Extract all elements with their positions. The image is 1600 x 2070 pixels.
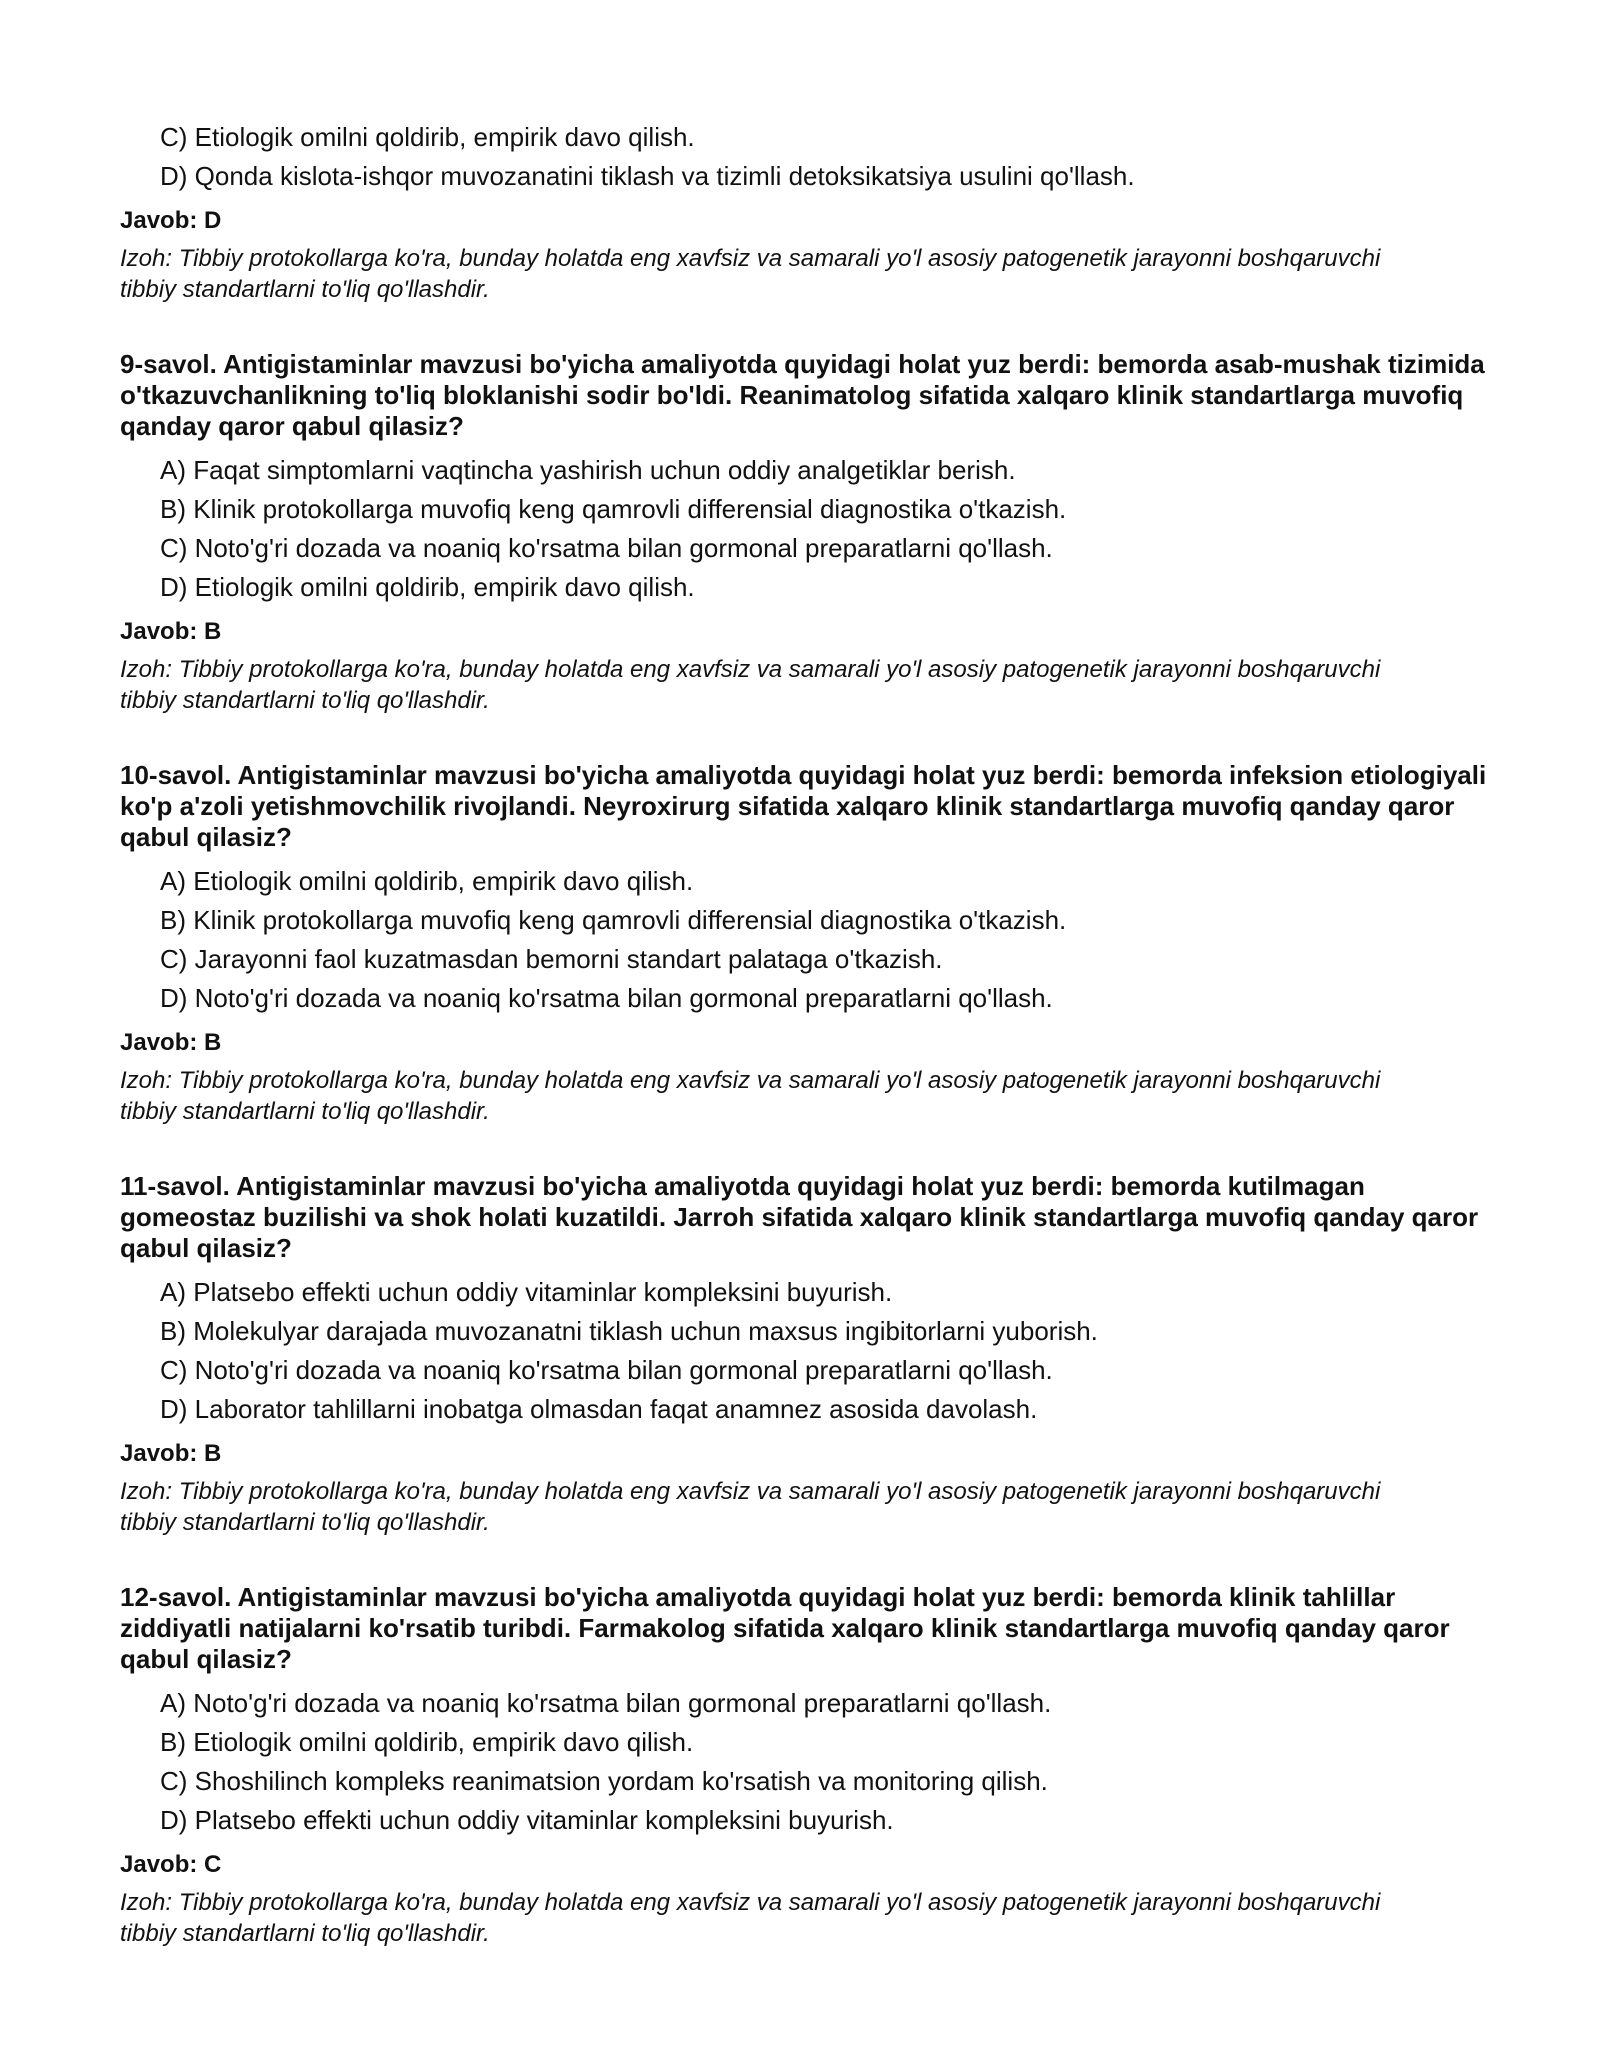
explanation-note: Izoh: Tibbiy protokollarga ko'ra, bunday holatda eng xavfsiz va samarali yo'l asosiy patogenetik jarayonni boshqaruvchi tibbiy standartlarni to'liq qo'llashdir. [120, 1067, 1381, 1125]
question-12 [120, 1582, 1490, 1949]
question-9 [120, 349, 1490, 716]
document-page [120, 118, 1490, 1949]
correct-answer: Javob: C [120, 1851, 222, 1878]
answer-option-b: B) Klinik protokollarga muvofiq keng qamrovli differensial diagnostika o'tkazish. [160, 905, 1067, 935]
explanation-note: Izoh: Tibbiy protokollarga ko'ra, bunday holatda eng xavfsiz va samarali yo'l asosiy patogenetik jarayonni boshqaruvchi tibbiy standartlarni to'liq qo'llashdir. [120, 1889, 1381, 1947]
answer-option-a: A) Noto'g'ri dozada va noaniq ko'rsatma bilan gormonal preparatlarni qo'llash. [160, 1688, 1052, 1718]
question-11 [120, 1171, 1490, 1538]
answer-option-b: B) Etiologik omilni qoldirib, empirik davo qilish. [160, 1727, 694, 1757]
answer-option-d: D) Laborator tahlillarni inobatga olmasdan faqat anamnez asosida davolash. [160, 1394, 1038, 1424]
answer-option-d: D) Noto'g'ri dozada va noaniq ko'rsatma bilan gormonal preparatlarni qo'llash. [160, 983, 1053, 1013]
answer-option-d: D) Etiologik omilni qoldirib, empirik davo qilish. [160, 572, 695, 602]
answer-option-a: A) Faqat simptomlarni vaqtincha yashirish uchun oddiy analgetiklar berish. [160, 455, 1016, 485]
question-text: 12-savol. Antigistaminlar mavzusi bo'yicha amaliyotda quyidagi holat yuz berdi: bemorda klinik tahlillar ziddiyatli natijalarni ko'rsatib turibdi. Farmakolog sifatida xalqaro klinik standartlarga muvofiq qanday qaror qabul qilasiz? [120, 1582, 1450, 1674]
answer-option-c: C) Shoshilinch kompleks reanimatsion yordam ko'rsatish va monitoring qilish. [160, 1766, 1048, 1796]
question-10 [120, 760, 1490, 1127]
answer-option-a: A) Etiologik omilni qoldirib, empirik davo qilish. [160, 866, 694, 896]
answer-option: C) Etiologik omilni qoldirib, empirik davo qilish. [160, 122, 695, 152]
answer-option: D) Qonda kislota-ishqor muvozanatini tiklash va tizimli detoksikatsiya usulini qo'llash. [160, 161, 1135, 191]
answer-option-a: A) Platsebo effekti uchun oddiy vitaminlar kompleksini buyurish. [160, 1277, 893, 1307]
correct-answer: Javob: D [120, 207, 222, 234]
answer-option-c: C) Jarayonni faol kuzatmasdan bemorni standart palataga o'tkazish. [160, 944, 943, 974]
explanation-note: Izoh: Tibbiy protokollarga ko'ra, bunday holatda eng xavfsiz va samarali yo'l asosiy patogenetik jarayonni boshqaruvchi tibbiy standartlarni to'liq qo'llashdir. [120, 1478, 1381, 1536]
explanation-note: Izoh: Tibbiy protokollarga ko'ra, bunday holatda eng xavfsiz va samarali yo'l asosiy patogenetik jarayonni boshqaruvchi tibbiy standartlarni to'liq qo'llashdir. [120, 245, 1381, 303]
answer-option-c: C) Noto'g'ri dozada va noaniq ko'rsatma bilan gormonal preparatlarni qo'llash. [160, 533, 1053, 563]
question-text: 11-savol. Antigistaminlar mavzusi bo'yicha amaliyotda quyidagi holat yuz berdi: bemorda kutilmagan gomeostaz buzilishi va shok holati kuzatildi. Jarroh sifatida xalqaro klinik standartlarga muvofiq qanday qaror qabul qilasiz? [120, 1171, 1479, 1263]
answer-option-b: B) Molekulyar darajada muvozanatni tiklash uchun maxsus ingibitorlarni yuborish. [160, 1316, 1098, 1346]
answer-option-d: D) Platsebo effekti uchun oddiy vitaminlar kompleksini buyurish. [160, 1805, 894, 1835]
question-text: 9-savol. Antigistaminlar mavzusi bo'yicha amaliyotda quyidagi holat yuz berdi: bemorda asab-mushak tizimida o'tkazuvchanlikning to'liq bloklanishi sodir bo'ldi. Reanimatolog sifatida xalqaro klinik standartlarga muvofiq qanday qaror qabul qilasiz? [120, 349, 1485, 441]
correct-answer: Javob: B [120, 1029, 222, 1056]
previous-question-tail [120, 118, 1490, 305]
correct-answer: Javob: B [120, 618, 222, 645]
explanation-note: Izoh: Tibbiy protokollarga ko'ra, bunday holatda eng xavfsiz va samarali yo'l asosiy patogenetik jarayonni boshqaruvchi tibbiy standartlarni to'liq qo'llashdir. [120, 656, 1381, 714]
correct-answer: Javob: B [120, 1440, 222, 1467]
answer-option-b: B) Klinik protokollarga muvofiq keng qamrovli differensial diagnostika o'tkazish. [160, 494, 1067, 524]
answer-option-c: C) Noto'g'ri dozada va noaniq ko'rsatma bilan gormonal preparatlarni qo'llash. [160, 1355, 1053, 1385]
question-text: 10-savol. Antigistaminlar mavzusi bo'yicha amaliyotda quyidagi holat yuz berdi: bemorda infeksion etiologiyali ko'p a'zoli yetishmovchilik rivojlandi. Neyroxirurg sifatida xalqaro klinik standartlarga muvofiq qanday qaror qabul qilasiz? [120, 760, 1487, 852]
